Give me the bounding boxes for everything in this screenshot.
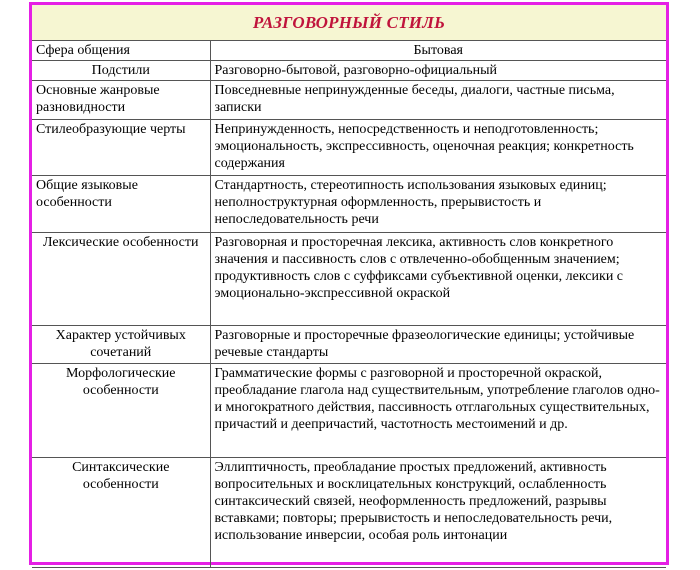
table-row <box>32 120 666 176</box>
row-value-morphology: Грамматические формы с разговорной и просторечной окраской, преобладание глагола над существительным, употребление глаголов одно- и многократного действия, пассивность отглагольных существительных, причастий и деепричастий, частотность местоимений и др. <box>210 364 666 458</box>
table-row <box>32 326 666 364</box>
row-label-features: Стилеобразующие черты <box>32 120 210 176</box>
row-label-substyles: Подстили <box>32 61 210 81</box>
row-label-syntax: Синтаксические особенности <box>32 458 210 568</box>
row-value-substyles: Разговорно-бытовой, разговорно-официальный <box>210 61 666 81</box>
table-row <box>32 233 666 326</box>
row-value-sphere: Бытовая <box>210 41 666 61</box>
title-band <box>32 5 666 41</box>
table-row <box>32 458 666 568</box>
table-row <box>32 61 666 81</box>
card-title: РАЗГОВОРНЫЙ СТИЛЬ <box>252 12 446 32</box>
table-row <box>32 176 666 233</box>
row-value-syntax: Эллиптичность, преобладание простых предложений, активность вопросительных и восклицательных конструкций, ослабленность синтаксический связей, неоформленность предложений, разрывы вставками; повторы; прерывистость и непоследовательность речи, использование инверсии, особая роль интонации <box>210 458 666 568</box>
row-label-idioms: Характер устойчивых сочетаний <box>32 326 210 364</box>
row-label-genres: Основные жанровые разновидности <box>32 81 210 120</box>
row-label-language: Общие языковые особенности <box>32 176 210 233</box>
row-value-lexical: Разговорная и просторечная лексика, активность слов конкретного значения и пассивность слов с отвлеченно-обобщенным значением; продуктивность слов с суффиксами субъективной оценки, лексики с эмоционально-экспрессивной окраской <box>210 233 666 326</box>
row-label-sphere: Сфера общения <box>32 41 210 61</box>
table-row <box>32 81 666 120</box>
row-value-genres: Повседневные непринужденные беседы, диалоги, частные письма, записки <box>210 81 666 120</box>
row-value-features: Непринужденность, непосредственность и неподготовленность; эмоциональность, экспрессивность, оценочная реакция; конкретность содержания <box>210 120 666 176</box>
table-row <box>32 364 666 458</box>
style-card <box>29 2 669 565</box>
style-table <box>32 40 666 568</box>
row-value-idioms: Разговорные и просторечные фразеологические единицы; устойчивые речевые стандарты <box>210 326 666 364</box>
row-value-language: Стандартность, стереотипность использования языковых единиц; неполноструктурная оформленность, прерывистость и непоследовательность речи <box>210 176 666 233</box>
row-label-lexical: Лексические особенности <box>32 233 210 326</box>
table-row <box>32 41 666 61</box>
row-label-morphology: Морфологические особенности <box>32 364 210 458</box>
